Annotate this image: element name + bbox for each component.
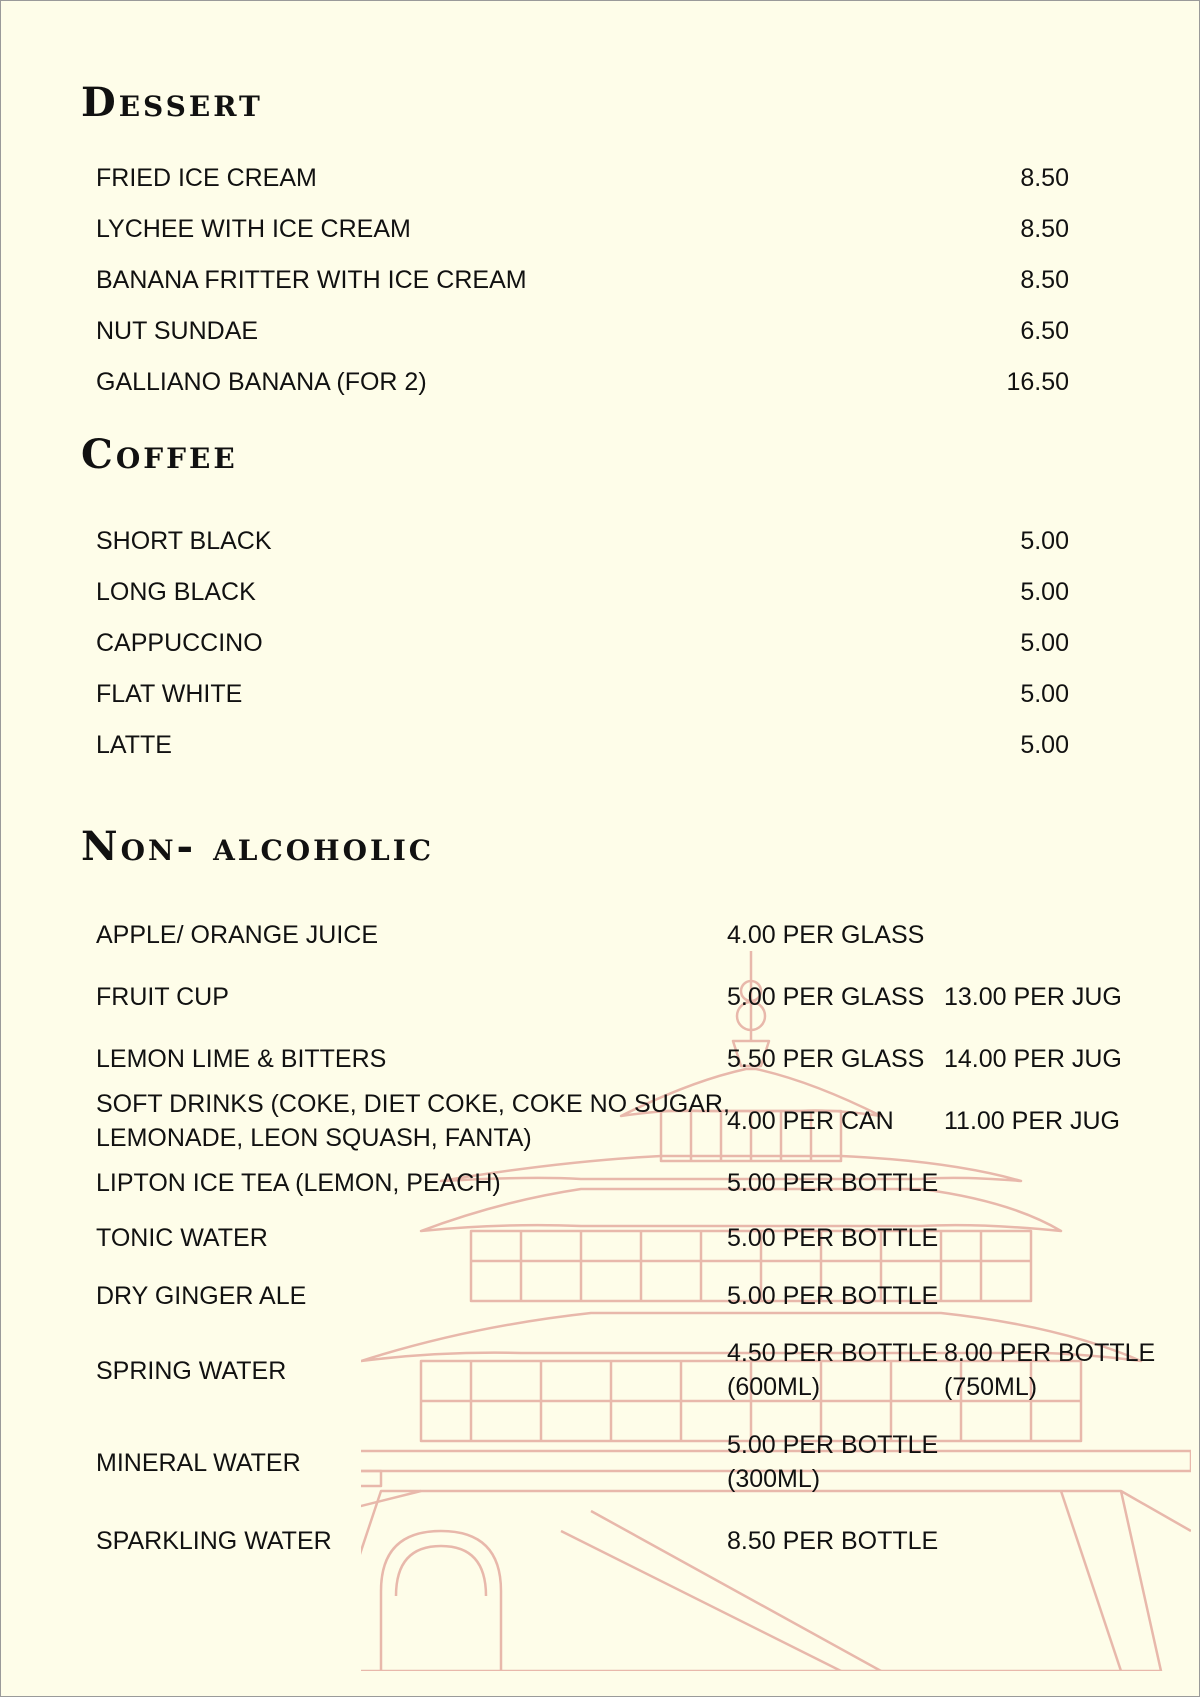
menu-item-price-glass: 4.00 PER GLASS: [727, 921, 925, 949]
menu-item-price-jug: 14.00 PER JUG: [944, 1045, 1122, 1073]
menu-item-price: 5.00: [1020, 629, 1069, 657]
menu-item-price: 8.50: [1020, 164, 1069, 192]
menu-item-name: DRY GINGER ALE: [96, 1282, 307, 1310]
menu-item-price: 8.50: [1020, 215, 1069, 243]
menu-item-name: SHORT BLACK: [96, 527, 272, 555]
menu-item-name: APPLE/ ORANGE JUICE: [96, 921, 379, 949]
menu-item-price: 5.00: [1020, 527, 1069, 555]
menu-item-name: NUT SUNDAE: [96, 317, 259, 345]
menu-item-price-750ml: 8.00 PER BOTTLE (750ML): [944, 1339, 1156, 1401]
menu-item-name: SPARKLING WATER: [96, 1527, 332, 1555]
non-alcoholic-section-title: Non- alcoholic: [81, 823, 435, 870]
menu-item-price-can: 4.00 PER CAN: [727, 1107, 894, 1135]
menu-item-price: 5.00: [1020, 680, 1069, 708]
menu-item-name: SPRING WATER: [96, 1357, 287, 1385]
menu-item-name: TONIC WATER: [96, 1224, 268, 1252]
menu-item-price-300ml: 5.00 PER BOTTLE (300ML): [727, 1431, 939, 1493]
menu-item-name: LEMON LIME & BITTERS: [96, 1045, 387, 1073]
menu-item-price-glass: 5.00 PER GLASS: [727, 983, 925, 1011]
menu-item-price-jug: 13.00 PER JUG: [944, 983, 1122, 1011]
menu-item-price: 8.50: [1020, 266, 1069, 294]
menu-item-name: LYCHEE WITH ICE CREAM: [96, 215, 411, 243]
menu-item-price: 5.00: [1020, 578, 1069, 606]
menu-item-name: MINERAL WATER: [96, 1449, 301, 1477]
menu-item-price-bottle: 5.00 PER BOTTLE: [727, 1282, 939, 1310]
menu-item-price: 5.00: [1020, 731, 1069, 759]
menu-item-name: CAPPUCCINO: [96, 629, 263, 657]
menu-item-price: 16.50: [1006, 368, 1069, 396]
menu-item-price-jug: 11.00 PER JUG: [944, 1107, 1121, 1135]
menu-item-price-bottle: 8.50 PER BOTTLE: [727, 1527, 939, 1555]
menu-item-price-bottle: 5.00 PER BOTTLE: [727, 1224, 939, 1252]
menu-item-name: FRUIT CUP: [96, 983, 229, 1011]
menu-item-price-600ml: 4.50 PER BOTTLE (600ML): [727, 1339, 939, 1401]
menu-item-name: LONG BLACK: [96, 578, 256, 606]
menu-item-name: GALLIANO BANANA (FOR 2): [96, 368, 427, 396]
coffee-section-title: Coffee: [81, 431, 238, 478]
menu-item-name: LATTE: [96, 731, 172, 759]
menu-item-name: FLAT WHITE: [96, 680, 243, 708]
dessert-section-title: Dessert: [81, 79, 263, 126]
menu-item-name: SOFT DRINKS (COKE, DIET COKE, COKE NO SUGAR, LEMONADE, LEON SQUASH, FANTA): [96, 1090, 730, 1152]
menu-item-name: LIPTON ICE TEA (LEMON, PEACH): [96, 1169, 501, 1197]
menu-item-name: FRIED ICE CREAM: [96, 164, 317, 192]
menu-item-name: BANANA FRITTER WITH ICE CREAM: [96, 266, 527, 294]
menu-item-price-bottle: 5.00 PER BOTTLE: [727, 1169, 939, 1197]
menu-item-price: 6.50: [1020, 317, 1069, 345]
menu-item-price-glass: 5.50 PER GLASS: [727, 1045, 925, 1073]
